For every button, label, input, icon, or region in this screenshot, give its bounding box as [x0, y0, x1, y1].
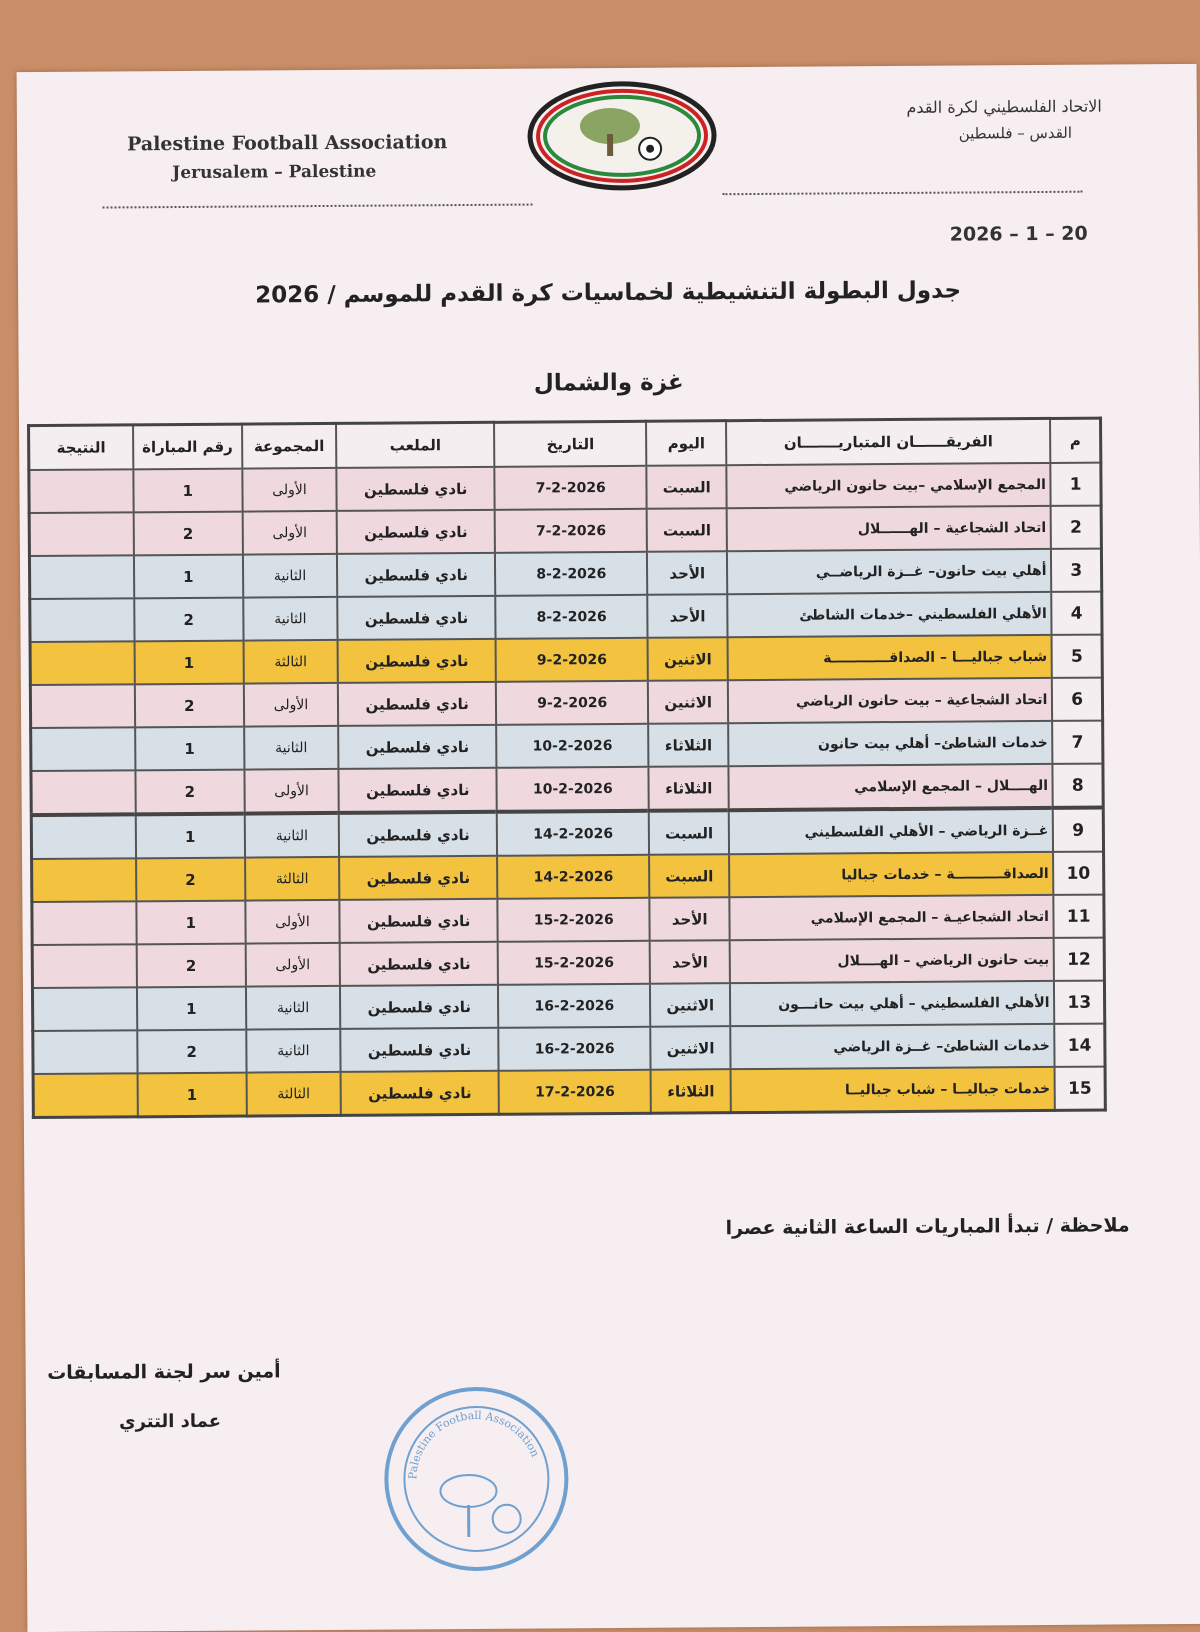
table-row — [31, 721, 1103, 771]
teams-cell: خدمات الشاطئ– أهلي بيت حانون — [728, 721, 1053, 766]
teams-cell: الأهلي الفلسطيني –خدمات الشاطئ — [727, 592, 1052, 637]
pfa-logo-icon — [522, 73, 723, 204]
group-cell: الأولى — [242, 468, 337, 512]
row-number: 14 — [1055, 1024, 1105, 1067]
group-cell: الأولى — [243, 683, 338, 727]
day-cell: السبت — [650, 854, 730, 898]
header-teams: الفريقــــــان المتباريـــــــان — [726, 418, 1051, 465]
teams-cell: اتحاد الشجاعيـة – المجمع الإسلامي — [729, 895, 1054, 940]
date-cell: 17-2-2026 — [499, 1070, 652, 1115]
table-row — [32, 981, 1104, 1031]
group-cell: الأولى — [245, 900, 340, 944]
table-row — [30, 678, 1102, 728]
result-cell — [31, 727, 136, 771]
schedule-note: ملاحظة / تبدأ المباريات الساعة الثانية عصرا — [725, 1214, 1129, 1239]
day-cell: الثلاثاء — [649, 766, 729, 811]
date-cell: 9-2-2026 — [496, 638, 649, 682]
teams-cell: خدمات جباليــا – شباب جباليــا — [730, 1067, 1055, 1113]
teams-cell: أهلي بيت حانون– غــزة الرياضــي — [727, 549, 1052, 594]
day-cell: الأحد — [650, 940, 730, 984]
group-cell: الثالثة — [246, 1072, 341, 1116]
row-number: 8 — [1053, 764, 1103, 808]
arabic-header — [906, 97, 1102, 143]
match-number-cell: 1 — [136, 814, 245, 859]
group-cell: الثانية — [244, 813, 339, 858]
date-cell: 10-2-2026 — [496, 767, 649, 812]
match-number-cell: 1 — [134, 555, 243, 599]
match-number-cell: 2 — [135, 770, 244, 815]
table-row — [30, 635, 1102, 685]
teams-cell: خدمات الشاطئ– غــزة الرياضي — [730, 1024, 1055, 1069]
match-number-cell: 2 — [135, 684, 244, 728]
result-cell — [31, 814, 136, 859]
teams-cell: الهــــلال – المجمع الإسلامي — [728, 764, 1053, 810]
english-header — [127, 131, 448, 183]
group-cell: الثانية — [246, 1029, 341, 1073]
result-cell — [31, 770, 136, 815]
venue-cell: نادي فلسطين — [340, 985, 498, 1029]
day-cell: السبت — [647, 465, 727, 509]
result-cell — [29, 512, 134, 556]
venue-cell: نادي فلسطين — [337, 510, 495, 554]
group-cell: الأولى — [242, 511, 337, 555]
row-number: 9 — [1053, 808, 1103, 852]
association-city-en: Jerusalem – Palestine — [172, 161, 447, 183]
day-cell: السبت — [649, 810, 729, 855]
day-cell: الاثنين — [648, 637, 728, 681]
day-cell: الاثنين — [651, 1026, 731, 1070]
row-number: 12 — [1054, 938, 1104, 981]
table-row — [32, 852, 1104, 902]
table-row — [33, 1024, 1105, 1074]
association-name-en: Palestine Football Association — [127, 131, 447, 155]
result-cell — [32, 987, 137, 1031]
result-cell — [29, 469, 134, 513]
document-date: 2026 – 1 – 20 — [950, 223, 1088, 246]
venue-cell: نادي فلسطين — [341, 1071, 499, 1116]
group-cell: الأولى — [244, 769, 339, 814]
group-cell: الثانية — [243, 597, 338, 641]
table-row — [31, 764, 1103, 815]
row-number: 10 — [1053, 852, 1103, 895]
match-number-cell: 1 — [135, 727, 244, 771]
teams-cell: بيت حانون الرياضي – الهــــلال — [730, 938, 1055, 983]
group-cell: الثانية — [243, 554, 338, 598]
venue-cell: نادي فلسطين — [339, 812, 497, 857]
teams-cell: غــزة الرياضي – الأهلي الفلسطيني — [729, 808, 1054, 854]
table-row — [32, 938, 1104, 988]
header-divider-right — [722, 191, 1082, 196]
venue-cell: نادي فلسطين — [338, 596, 496, 640]
day-cell: الأحد — [648, 594, 728, 638]
header-date: التاريخ — [494, 421, 647, 467]
group-cell: الثالثة — [243, 640, 338, 684]
stamp-text: Palestine Football Association — [406, 1408, 542, 1479]
date-cell: 14-2-2026 — [497, 811, 650, 856]
date-cell: 16-2-2026 — [498, 1027, 651, 1071]
match-number-cell: 1 — [133, 469, 242, 513]
date-cell: 10-2-2026 — [496, 724, 649, 768]
header-match-number: رقم المباراة — [133, 424, 242, 469]
match-number-cell: 2 — [136, 858, 245, 902]
row-number: 11 — [1054, 895, 1104, 938]
result-cell — [33, 1073, 138, 1117]
association-name-ar: الاتحاد الفلسطيني لكرة القدم — [906, 97, 1101, 117]
row-number: 4 — [1052, 592, 1102, 635]
venue-cell: نادي فلسطين — [338, 639, 496, 683]
venue-cell: نادي فلسطين — [340, 899, 498, 943]
document-page — [17, 64, 1200, 1632]
venue-cell: نادي فلسطين — [337, 553, 495, 597]
header-day: اليوم — [647, 421, 727, 466]
day-cell: الأحد — [647, 551, 727, 595]
result-cell — [30, 598, 135, 642]
date-cell: 15-2-2026 — [498, 941, 651, 985]
date-cell: 7-2-2026 — [495, 509, 648, 553]
match-number-cell: 2 — [137, 1030, 246, 1074]
header-group: المجموعة — [242, 423, 337, 468]
match-number-cell: 1 — [136, 901, 245, 945]
day-cell: الثلاثاء — [649, 723, 729, 767]
result-cell — [33, 1030, 138, 1074]
teams-cell: شباب جباليـــا – الصداقــــــــــــة — [727, 635, 1052, 680]
group-cell: الثانية — [244, 726, 339, 770]
document-title: جدول البطولة التنشيطية لخماسيات كرة القدم للموسم / 2026 — [18, 276, 1198, 310]
match-number-cell: 2 — [133, 512, 242, 556]
signatory-name: عماد التتري — [41, 1411, 221, 1433]
date-cell: 7-2-2026 — [494, 466, 647, 510]
date-cell: 9-2-2026 — [496, 681, 649, 725]
result-cell — [29, 555, 134, 599]
result-cell — [32, 944, 137, 988]
venue-cell: نادي فلسطين — [339, 856, 497, 900]
table-header-row — [29, 418, 1101, 470]
schedule-table — [27, 417, 1107, 1119]
teams-cell: الأهلي الفلسطيني – أهلي بيت حانـــون — [730, 981, 1055, 1026]
row-number: 15 — [1055, 1067, 1105, 1111]
row-number: 2 — [1051, 506, 1101, 549]
match-number-cell: 2 — [134, 598, 243, 642]
day-cell: الثلاثاء — [651, 1069, 731, 1113]
group-cell: الثالثة — [245, 857, 340, 901]
result-cell — [32, 901, 137, 945]
venue-cell: نادي فلسطين — [340, 942, 498, 986]
date-cell: 8-2-2026 — [495, 595, 648, 639]
header-num: م — [1050, 418, 1100, 463]
stamp-icon — [376, 1378, 577, 1579]
table-row — [32, 895, 1104, 945]
teams-cell: اتحاد الشجاعية – الهــــــلال — [727, 506, 1052, 551]
date-cell: 15-2-2026 — [497, 898, 650, 942]
date-cell: 16-2-2026 — [498, 984, 651, 1028]
teams-cell: الصداقــــــــــة – خدمات جباليا — [729, 852, 1054, 897]
header-venue: الملعب — [336, 422, 494, 468]
venue-cell: نادي فلسطين — [341, 1028, 499, 1072]
row-number: 3 — [1051, 549, 1101, 592]
signature-block — [41, 1360, 281, 1433]
match-number-cell: 1 — [134, 641, 243, 685]
table-row — [33, 1067, 1105, 1118]
day-cell: الاثنين — [650, 983, 730, 1027]
match-number-cell: 2 — [137, 944, 246, 988]
teams-cell: اتحاد الشجاعية – بيت حانون الرياضي — [728, 678, 1053, 723]
venue-cell: نادي فلسطين — [337, 467, 495, 511]
signatory-title: أمين سر لجنة المسابقات — [41, 1360, 281, 1384]
date-cell: 8-2-2026 — [495, 552, 648, 596]
table-row — [30, 592, 1102, 642]
day-cell: الاثنين — [648, 680, 728, 724]
header-result: النتيجة — [29, 425, 134, 470]
document-subtitle: غزة والشمال — [19, 366, 1199, 400]
date-cell: 14-2-2026 — [497, 855, 650, 899]
svg-text:Palestine Football Association — [406, 1408, 542, 1479]
group-cell: الثانية — [246, 986, 341, 1030]
row-number: 5 — [1052, 635, 1102, 678]
row-number: 13 — [1054, 981, 1104, 1024]
table-row — [29, 463, 1101, 513]
match-number-cell: 1 — [137, 1073, 246, 1117]
table-row — [29, 506, 1101, 556]
table-row — [29, 549, 1101, 599]
teams-cell: المجمع الإسلامي –بيت حانون الرياضي — [726, 463, 1051, 508]
result-cell — [32, 858, 137, 902]
row-number: 7 — [1053, 721, 1103, 764]
day-cell: السبت — [647, 508, 727, 552]
row-number: 1 — [1051, 463, 1101, 506]
result-cell — [30, 684, 135, 728]
header-divider-left — [103, 204, 533, 209]
row-number: 6 — [1052, 678, 1102, 721]
association-city-ar: القدس – فلسطين — [907, 124, 1072, 143]
group-cell: الأولى — [245, 943, 340, 987]
venue-cell: نادي فلسطين — [338, 682, 496, 726]
venue-cell: نادي فلسطين — [338, 725, 496, 769]
match-number-cell: 1 — [137, 987, 246, 1031]
result-cell — [30, 641, 135, 685]
venue-cell: نادي فلسطين — [339, 768, 497, 813]
day-cell: الأحد — [650, 897, 730, 941]
table-row — [31, 808, 1103, 859]
